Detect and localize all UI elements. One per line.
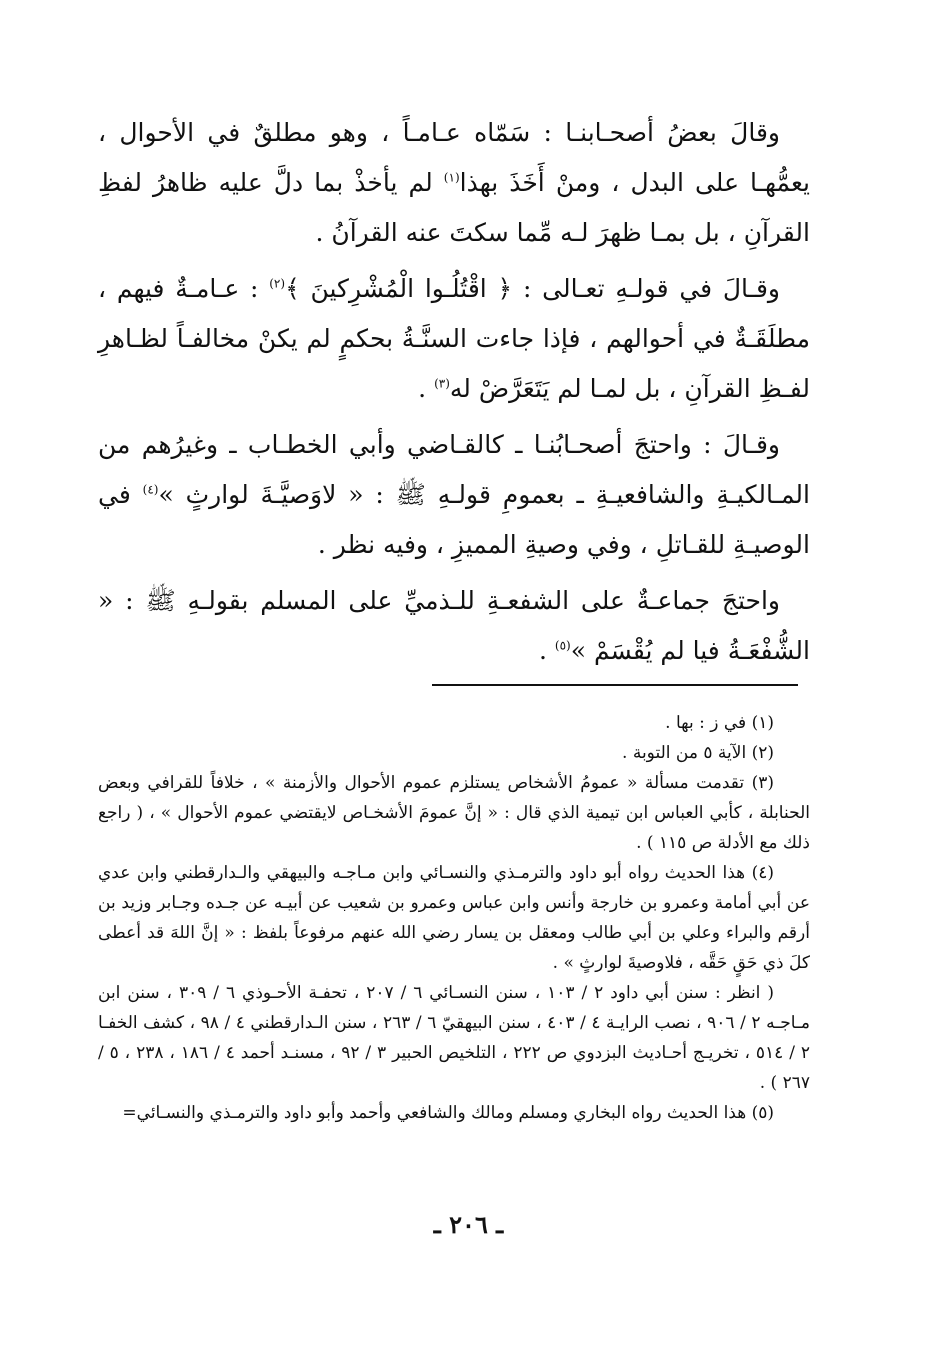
paragraph-1 — [98, 108, 810, 258]
paragraph-text: : عـامـةٌ فيهم ، مطلَقَـةٌ في أحوالهم ، فإذا جاءت السنَّـةُ بحكمٍ لم يكنْ مخالفـاً لظـاهرِ لفـظِ القرآنِ ، بل لمـا لم يَتَعَرَّضْ له — [98, 274, 810, 403]
footnote-1: (١) في ز : بها . — [665, 713, 774, 733]
paragraph-text: لم يأخذْ بما دلَّ عليه ظاهرُ لفظِ القرآنِ ، بل بمـا ظهرَ لـه مِّما سكتَ عنه القرآنُ . — [98, 168, 810, 247]
main-text — [98, 108, 810, 682]
footnote-3: (٣) تقدمت مسألة « عمومُ الأشخاص يستلزم عموم الأحوال والأزمنة » ، خلافاً للقرافي وبعض الحنابلة ، كأبي العباس ابن تيمية الذي قال : « إنَّ عمومَ الأشخـاص لايقتضي عموم الأحوال » ، ( راجع ذلك مع الأدلة ص ١١٥ ) . — [98, 773, 810, 853]
paragraph-text: . — [538, 636, 555, 665]
footnote-4: (٤) هذا الحديث رواه أبو داود والترمـذي والنسـائي وابن مـاجـه والبيهقي والـدارقطني وابن عدي عن أبي أمامة وعمرو بن خارجة وأنس وابن عباس وعمرو بن شعيب عن أبيـه عن جـده وجـابر وزيد بن أرقم والبراء وعلي بن أبي طالب ومعقل بن يسار رضي الله عنهم مرفوعاً بلفظ : « إنَّ اللهَ قد أعطى كلَ ذي حَقٍ حَقَّه ، فلاوصيةَ لوارثٍ » . — [98, 863, 810, 973]
paragraph-4 — [98, 576, 810, 676]
footnote-5: (٥) هذا الحديث رواه البخاري ومسلم ومالك والشافعي وأحمد وأبو داود والترمـذي والنسـائي= — [122, 1103, 774, 1123]
paragraph-text: واحتجَ جماعـةٌ على الشفعـةِ للـذميِّ على المسلم بقولـهِ ﷺ : « الشُّفْعَـةُ فيا لم يُقْسَمْ » — [98, 586, 810, 665]
paragraph-text: في الوصيـةِ للقـاتلِ ، وفي وصيةِ المميزِ ، وفيه نظر . — [98, 480, 810, 559]
footnote-2: (٢) الآية ٥ من التوبة . — [622, 743, 774, 763]
paragraph-text: . — [418, 374, 435, 403]
footnote-marker: (٣) — [434, 376, 450, 391]
footnotes — [98, 708, 810, 1128]
footnote-separator — [432, 684, 798, 686]
paragraph-text: وقالَ بعضُ أصحـابنـا : سَمّاه عـامـاً ، وهو مطلقٌ في الأحوال ، يعمُّهـا على البدل ، ومنْ أَخَذَ بهذا — [98, 118, 810, 197]
page-number: ـ ٢٠٦ ـ — [433, 1210, 504, 1239]
paragraph-3 — [98, 420, 810, 570]
paragraph-text: وقـالَ : واحتجَ أصحـابُنـا ـ كالقـاضي وأبي الخطـاب ـ وغيرُهم من المـالكيـةِ والشافعيـةِ ـ بعمومِ قولـهِ ﷺ : « لاوَصيَّـةَ لوارثٍ » — [98, 430, 810, 509]
footnote-marker: (٢) — [269, 276, 286, 291]
paragraph-text: وقـالَ في قولـهِ تعـالى : ﴿ اقْتُلُـوا الْمُشْرِكينَ ﴾ — [285, 274, 781, 303]
footnote-marker: (٥) — [554, 638, 571, 653]
paragraph-2 — [98, 264, 810, 414]
footnote-marker: (٤) — [142, 482, 159, 497]
footnote-marker: (١) — [443, 170, 460, 185]
footnote-4-references: ( انظر : سنن أبي داود ٢ / ١٠٣ ، سنن النسـائي ٦ / ٢٠٧ ، تحفـة الأحـوذي ٦ / ٣٠٩ ، سنن ابن مـاجـه ٢ / ٩٠٦ ، نصب الرايـة ٤ / ٤٠٣ ، سنن البيهقيّ ٦ / ٢٦٣ ، سنن الـدارقطني ٤ / ٩٨ ، كشف الخفـا ٢ / ٥١٤ ، تخريـج أحـاديث البزدوي ص ٢٢٢ ، التلخيص الحبير ٣ / ٩٢ ، مسنـد أحمد ٤ / ١٨٦ ، ٢٣٨ ، ٥ / ٢٦٧ ) . — [98, 983, 810, 1093]
